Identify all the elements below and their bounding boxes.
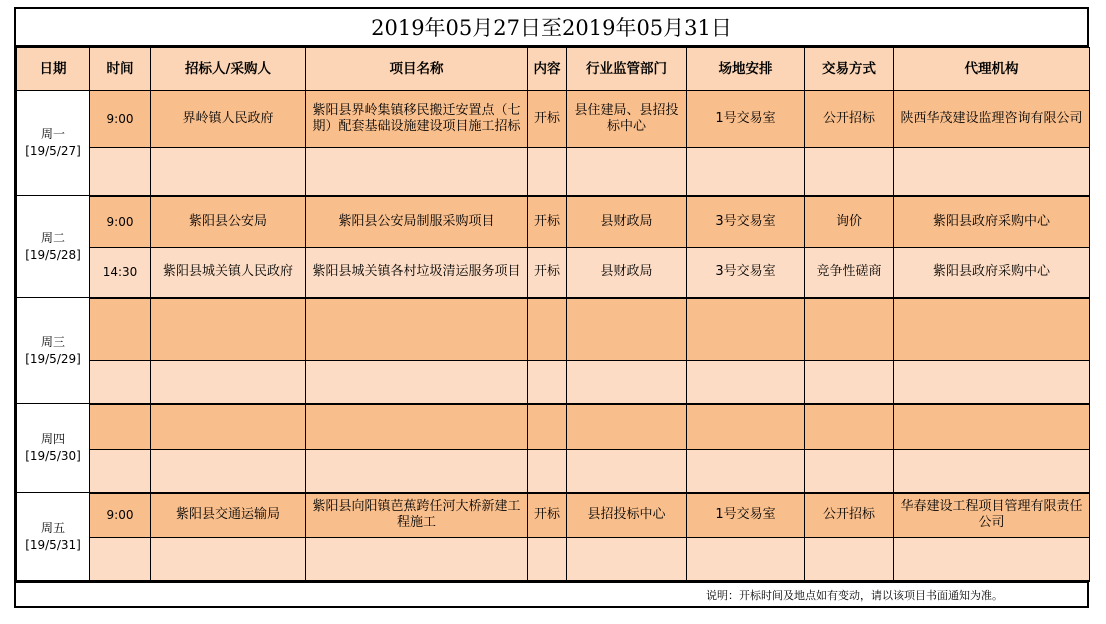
content-cell: [528, 148, 567, 196]
regulator-cell: 县财政局: [567, 196, 687, 248]
time-cell: [90, 404, 151, 450]
method-cell: [805, 404, 894, 450]
project-cell: [306, 404, 528, 450]
tenderer-cell: [151, 450, 306, 493]
venue-cell: 3号交易室: [687, 196, 805, 248]
day-cell: [17, 91, 90, 196]
table-row: [17, 91, 1090, 148]
venue-cell: [687, 361, 805, 404]
time-cell: [90, 361, 151, 404]
content-cell: [528, 450, 567, 493]
method-cell: 询价: [805, 196, 894, 248]
page-title: 2019年05月27日至2019年05月31日: [16, 9, 1087, 47]
table-row: [17, 493, 1090, 538]
agency-cell: [894, 538, 1090, 581]
day-label: 周一: [40, 127, 65, 141]
table-row: [17, 361, 1090, 404]
method-cell: [805, 361, 894, 404]
method-cell: 公开招标: [805, 91, 894, 148]
project-cell: [306, 298, 528, 361]
regulator-cell: [567, 404, 687, 450]
time-cell: [90, 538, 151, 581]
header-agency: 代理机构: [894, 48, 1090, 91]
day-date: [19/5/28]: [25, 247, 81, 262]
header-content: 内容: [528, 48, 567, 91]
header-regulator: 行业监管部门: [567, 48, 687, 91]
agency-cell: [894, 361, 1090, 404]
table-row: [17, 148, 1090, 196]
day-label: 周二: [40, 230, 65, 245]
tenderer-cell: 紫阳县交通运输局: [151, 493, 306, 538]
day-date: [19/5/30]: [25, 449, 81, 463]
method-cell: [805, 298, 894, 361]
venue-cell: [687, 148, 805, 196]
day-label: 周五: [40, 520, 65, 535]
project-cell: [306, 538, 528, 581]
regulator-cell: [567, 450, 687, 493]
agency-cell: [894, 404, 1090, 450]
project-cell: 紫阳县界岭集镇移民搬迁安置点（七期）配套基础设施建设项目施工招标: [306, 91, 528, 148]
project-cell: [306, 148, 528, 196]
table-row: [17, 196, 1090, 248]
table-row: [17, 450, 1090, 493]
agency-cell: 陕西华茂建设监理咨询有限公司: [894, 91, 1090, 148]
header-date: 日期: [17, 48, 90, 91]
regulator-cell: 县招投标中心: [567, 493, 687, 538]
method-cell: 竞争性磋商: [805, 248, 894, 298]
venue-cell: [687, 538, 805, 581]
agency-cell: [894, 450, 1090, 493]
tenderer-cell: [151, 538, 306, 581]
content-cell: [528, 538, 567, 581]
time-cell: 14:30: [90, 248, 151, 298]
venue-cell: 1号交易室: [687, 91, 805, 148]
regulator-cell: 县住建局、县招投标中心: [567, 91, 687, 148]
footnote: 说明：开标时间及地点如有变动，请以该项目书面通知为准。: [16, 581, 1087, 606]
project-cell: 紫阳县向阳镇芭蕉跨任河大桥新建工程施工: [306, 493, 528, 538]
schedule-table: [16, 47, 1090, 582]
content-cell: [528, 361, 567, 404]
content-cell: 开标: [528, 493, 567, 538]
tenderer-cell: 界岭镇人民政府: [151, 91, 306, 148]
venue-cell: 3号交易室: [687, 248, 805, 298]
method-cell: 公开招标: [805, 493, 894, 538]
time-cell: [90, 148, 151, 196]
tenderer-cell: [151, 298, 306, 361]
header-venue: 场地安排: [687, 48, 805, 91]
header-time: 时间: [90, 48, 151, 91]
tenderer-cell: [151, 404, 306, 450]
tenderer-cell: [151, 361, 306, 404]
day-date: [19/5/29]: [25, 351, 81, 366]
project-cell: [306, 450, 528, 493]
agency-cell: [894, 298, 1090, 361]
regulator-cell: [567, 538, 687, 581]
header-row: [17, 48, 1090, 91]
time-cell: 9:00: [90, 493, 151, 538]
method-cell: [805, 450, 894, 493]
agency-cell: [894, 148, 1090, 196]
table-row: [17, 404, 1090, 450]
agency-cell: 紫阳县政府采购中心: [894, 196, 1090, 248]
tenderer-cell: [151, 148, 306, 196]
method-cell: [805, 538, 894, 581]
agency-cell: 华春建设工程项目管理有限责任公司: [894, 493, 1090, 538]
header-method: 交易方式: [805, 48, 894, 91]
time-cell: 9:00: [90, 91, 151, 148]
day-cell: [17, 493, 90, 581]
agency-cell: 紫阳县政府采购中心: [894, 248, 1090, 298]
tenderer-cell: 紫阳县公安局: [151, 196, 306, 248]
day-cell: [17, 404, 90, 493]
table-row: [17, 298, 1090, 361]
method-cell: [805, 148, 894, 196]
day-date: [19/5/31]: [25, 537, 81, 552]
time-cell: [90, 298, 151, 361]
project-cell: 紫阳县城关镇各村垃圾清运服务项目: [306, 248, 528, 298]
header-project: 项目名称: [306, 48, 528, 91]
day-cell: [17, 196, 90, 298]
content-cell: [528, 298, 567, 361]
venue-cell: 1号交易室: [687, 493, 805, 538]
header-tenderer: 招标人/采购人: [151, 48, 306, 91]
regulator-cell: [567, 148, 687, 196]
content-cell: 开标: [528, 91, 567, 148]
day-cell: [17, 298, 90, 404]
venue-cell: [687, 450, 805, 493]
time-cell: 9:00: [90, 196, 151, 248]
day-date: [19/5/27]: [25, 144, 81, 158]
content-cell: 开标: [528, 248, 567, 298]
venue-cell: [687, 298, 805, 361]
regulator-cell: [567, 298, 687, 361]
content-cell: [528, 404, 567, 450]
time-cell: [90, 450, 151, 493]
table-row: [17, 248, 1090, 298]
regulator-cell: [567, 361, 687, 404]
regulator-cell: 县财政局: [567, 248, 687, 298]
table-row: [17, 538, 1090, 581]
project-cell: [306, 361, 528, 404]
day-label: 周三: [40, 334, 65, 349]
content-cell: 开标: [528, 196, 567, 248]
project-cell: 紫阳县公安局制服采购项目: [306, 196, 528, 248]
day-label: 周四: [40, 432, 65, 446]
schedule-sheet: [14, 7, 1089, 608]
venue-cell: [687, 404, 805, 450]
tenderer-cell: 紫阳县城关镇人民政府: [151, 248, 306, 298]
